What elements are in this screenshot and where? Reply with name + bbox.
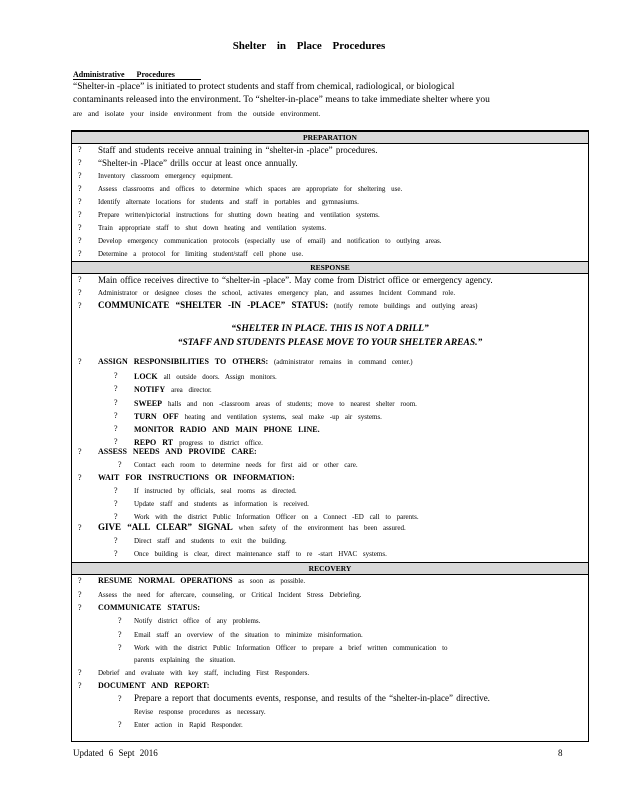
bullet: ? [114,499,118,508]
bullet: ? [114,536,118,545]
response-item: Main office receives directive to “shelter-in -place”. May come from District office or emergency agency. [98,275,493,285]
bullet: ? [114,371,118,380]
bullet: ? [78,603,82,612]
bullet: ? [78,158,82,167]
intro-line: “Shelter-in -place” is initiated to protect students and staff from chemical, radiological, or biological [73,82,455,92]
all-clear-line [98,522,406,532]
bullet: ? [78,249,82,258]
wait-item: Update staff and students as information is received. [134,500,309,508]
assign-item-label: REPO RT [134,438,174,447]
assign-item-label: MONITOR RADIO AND MAIN PHONE LINE. [134,425,320,434]
bullet: ? [78,357,82,366]
bullet: ? [114,411,118,420]
bullet: ? [114,512,118,521]
communicate-line [98,300,477,310]
assign-item [134,399,417,408]
bullet: ? [78,288,82,297]
assign-item-label: LOCK [134,372,158,381]
assign-item-label: TURN OFF [134,412,179,421]
wait-item: Work with the district Public Information Officer on a Connect -ED call to parents. [134,513,419,521]
assign-item-text: progress to district office. [179,439,263,447]
bullet: ? [78,576,82,585]
all-clear-item: Once building is clear, direct maintenance staff to re -start HVAC systems. [134,550,387,558]
bullet: ? [78,210,82,219]
preparation-item: Train appropriate staff to shut down heating and ventilation systems. [98,224,327,232]
assign-item [134,425,326,434]
preparation-item: Staff and students receive annual training in “shelter-in -place” procedures. [98,145,378,155]
communicate-status-label: COMMUNICATE STATUS: [98,603,201,612]
bullet: ? [118,616,122,625]
assign-item-text: area director. [171,386,212,394]
assign-item [134,385,212,394]
bullet: ? [118,720,122,729]
resume-note: as soon as possible. [238,577,306,585]
recovery-sub-item: Enter action in Rapid Responder. [134,721,243,729]
intro-line: contaminants released into the environment. To “shelter-in-place” means to take immediate shelter where you [73,95,490,105]
assign-item [134,438,263,447]
bullet: ? [114,398,118,407]
assign-item-text: halls and non -classroom areas of students; move to nearest shelter room. [168,400,417,408]
resume-label: RESUME NORMAL OPERATIONS [98,576,233,585]
page-number: 8 [558,748,563,758]
page-title: Shelter in Place Procedures [232,40,386,52]
preparation-item: Assess classrooms and offices to determine which spaces are appropriate for sheltering use. [98,185,403,193]
bullet: ? [114,486,118,495]
bullet: ? [78,473,82,482]
recovery-sub-item: Notify district office of any problems. [134,617,261,625]
intro-line: are and isolate your inside environment from the outside environment. [73,109,321,118]
bullet: ? [114,424,118,433]
preparation-item: “Shelter-in -Place” drills occur at least once annually. [98,158,298,168]
bullet: ? [78,171,82,180]
procedure-table [71,130,589,742]
preparation-item: Identify alternate locations for students and staff in portables and gymnasiums. [98,198,359,206]
bullet: ? [78,523,82,532]
preparation-heading: PREPARATION [72,131,588,144]
all-clear-label: GIVE “ALL CLEAR” SIGNAL [98,522,233,532]
recovery-sub-item: Email staff an overview of the situation to minimize misinformation. [134,631,363,639]
preparation-item: Determine a protocol for limiting student/staff cell phone use. [98,250,304,258]
wait-item: If instructed by officials, seal rooms as directed. [134,487,297,495]
all-clear-note: when safety of the environment has been assured. [238,524,406,532]
preparation-item: Inventory classroom emergency equipment. [98,172,233,180]
assign-item-label: NOTIFY [134,385,166,394]
assign-item-text: heating and ventilation systems, seal make -up air systems. [184,413,382,421]
bullet: ? [78,681,82,690]
recovery-heading: RECOVERY [72,562,588,575]
bullet: ? [78,197,82,206]
assess-item: Contact each room to determine needs for first aid or other care. [134,461,358,469]
resume-line [98,576,305,585]
recovery-sub-item: Work with the district Public Information Officer to prepare a brief written communication to [134,644,448,652]
response-item: Administrator or designee closes the school, activates emergency plan, and assumes Incident Command role. [98,289,456,297]
bullet: ? [114,437,118,446]
assign-line [98,357,413,366]
bullet: ? [114,549,118,558]
bullet: ? [114,384,118,393]
bullet: ? [78,447,82,456]
all-clear-item: Direct staff and students to exit the building. [134,537,287,545]
bullet: ? [78,236,82,245]
announcement-line: “SHELTER IN PLACE. THIS IS NOT A DRILL” [231,324,429,334]
assign-item [134,412,382,421]
assign-item-label: SWEEP [134,399,163,408]
bullet: ? [78,275,82,284]
bullet: ? [78,145,82,154]
communicate-note: (notify remote buildings and outlying areas) [333,302,478,310]
recovery-sub-item: Prepare a report that documents events, response, and results of the “shelter-in-place” directive. [134,693,490,703]
assign-item-text: all outside doors. Assign monitors. [163,373,277,381]
section-heading: Administrative Procedures [73,70,201,80]
bullet: ? [118,630,122,639]
bullet: ? [78,223,82,232]
announcement-line: “STAFF AND STUDENTS PLEASE MOVE TO YOUR SHELTER AREAS.” [177,338,483,348]
preparation-item: Prepare written/pictorial instructions for shutting down heating and ventilation systems. [98,211,380,219]
wait-label: WAIT FOR INSTRUCTIONS OR INFORMATION: [98,473,295,482]
recovery-item: Debrief and evaluate with key staff, including First Responders. [98,669,310,677]
document-label: DOCUMENT AND REPORT: [98,681,210,690]
assign-note: (administrator remains in command center.) [273,358,413,366]
footer-updated: Updated 6 Sept 2016 [73,748,158,758]
bullet: ? [118,460,122,469]
bullet: ? [118,694,122,703]
bullet: ? [118,643,122,652]
assign-label: ASSIGN RESPONSIBILITIES TO OTHERS: [98,357,269,366]
bullet: ? [78,301,82,310]
recovery-sub-item: parents explaining the situation. [134,656,236,664]
bullet: ? [78,590,82,599]
bullet: ? [78,668,82,677]
communicate-label: COMMUNICATE “SHELTER -IN -PLACE” STATUS: [98,300,329,310]
recovery-sub-item: Revise response procedures as necessary. [134,708,266,716]
response-heading: RESPONSE [72,261,588,274]
recovery-item: Assess the need for aftercare, counseling, or Critical Incident Stress Debriefing. [98,591,362,599]
preparation-item: Develop emergency communication protocols (especially use of email) and notification to outlying areas. [98,237,442,245]
assess-label: ASSESS NEEDS AND PROVIDE CARE: [98,447,257,456]
bullet: ? [78,184,82,193]
assign-item [134,372,277,381]
